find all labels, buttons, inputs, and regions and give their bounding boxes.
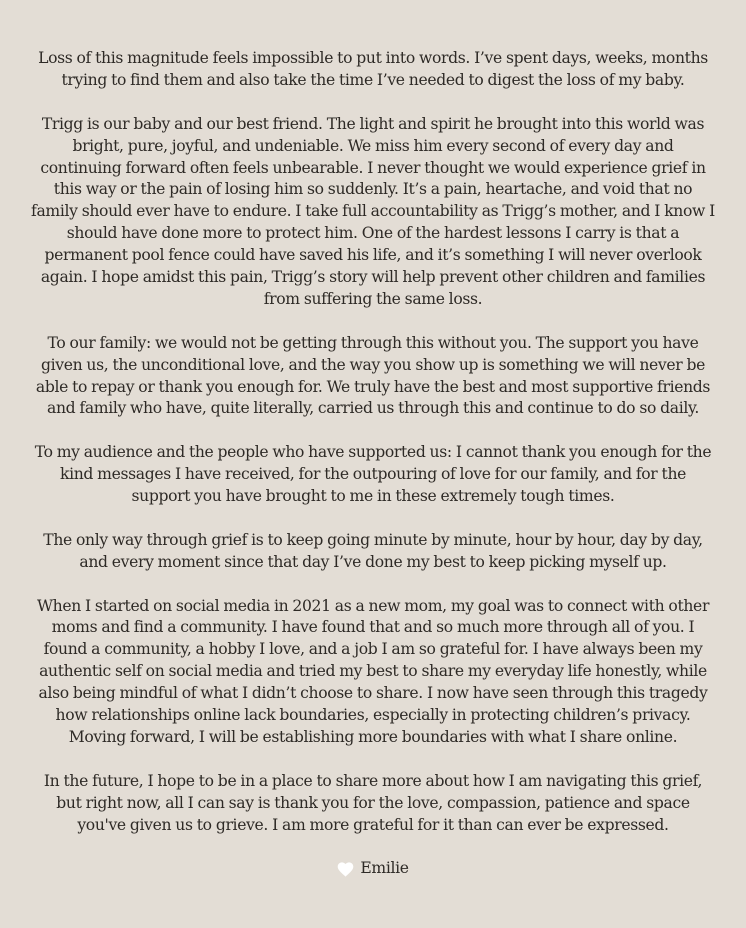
signature <box>30 858 716 880</box>
paragraph-trigg: Trigg is our baby and our best friend. The light and spirit he brought into this world was bright, pure, joyful, and undeniable. We miss him every second of every day and continuing forward often feels unbearable. I never thought we would experience grief in this way or the pain of losing him so suddenly. It’s a pain, heartache, and void that no family should ever have to endure. I take full accountability as Trigg’s mother, and I know I should have done more to protect him. One of the hardest lessons I carry is that a permanent pool fence could have saved his life, and it’s something I will never overlook again. I hope amidst this pain, Trigg’s story will help prevent other children and families from suffering the same loss. <box>31 114 715 308</box>
white-heart-icon <box>337 862 354 877</box>
paragraph-intro: Loss of this magnitude feels impossible to put into words. I’ve spent days, weeks, months trying to find them and also take the time I’ve needed to digest the loss of my baby. <box>38 49 708 89</box>
signature-name: Emilie <box>360 859 409 878</box>
paragraph-family: To our family: we would not be getting through this without you. The support you have given us, the unconditional love, and the way you show up is something we will never be able to repay or thank you enough for. We truly have the best and most supportive friends and family who have, quite literally, carried us through this and continue to do so daily. <box>35 333 711 418</box>
paragraph-grief: The only way through grief is to keep going minute by minute, hour by hour, day by day, and every moment since that day I’ve done my best to keep picking myself up. <box>43 530 703 571</box>
paragraph-social-media: When I started on social media in 2021 as a new mom, my goal was to connect with other moms and find a community. I have found that and so much more through all of you. I found a community, a hobby I love, and a job I am so grateful for. I have always been my authentic self on social media and tried my best to share my everyday life honestly, while also being mindful of what I didn’t choose to share. I now have seen through this tragedy how relationships online lack boundaries, especially in protecting children’s privacy. Moving forward, I will be establishing more boundaries with what I share online. <box>36 596 710 747</box>
paragraph-future: In the future, I hope to be in a place to share more about how I am navigating this grief, but right now, all I can say is thank you for the love, compassion, patience and space you've given us to grieve. I am more grateful for it than can ever be expressed. <box>43 771 703 834</box>
letter-body <box>30 48 716 880</box>
paragraph-audience: To my audience and the people who have supported us: I cannot thank you enough for the kind messages I have received, for the outpouring of love for our family, and for the support you have brought to me in these extremely tough times. <box>34 443 712 506</box>
